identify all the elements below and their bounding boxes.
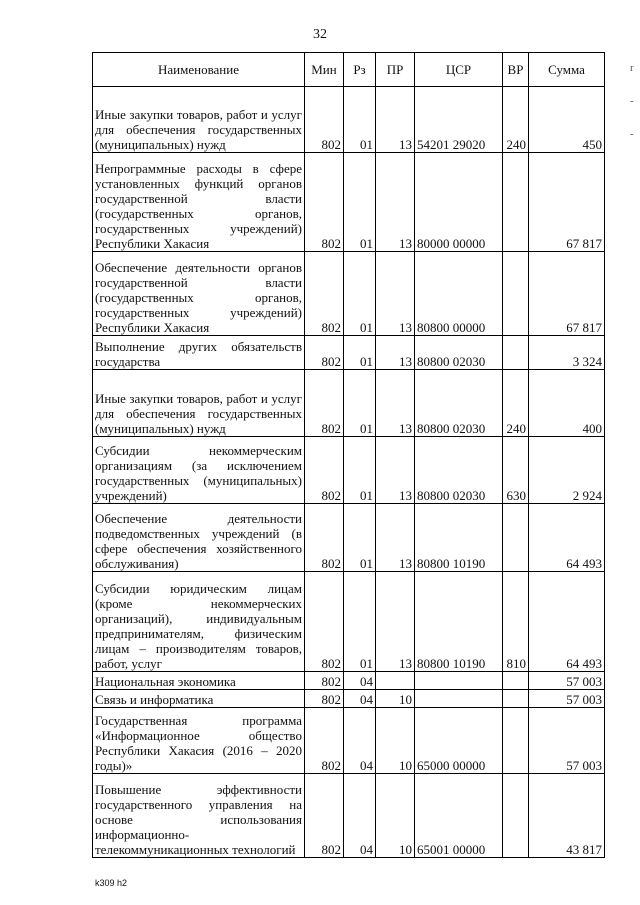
row-sum: 2 924 xyxy=(529,437,605,504)
row-min: 802 xyxy=(305,672,344,690)
row-csr: 80800 10190 xyxy=(415,572,503,672)
row-vr: 240 xyxy=(503,87,529,153)
header-vr: ВР xyxy=(503,53,529,87)
row-sum: 3 324 xyxy=(529,336,605,370)
row-csr: 54201 29020 xyxy=(415,87,503,153)
row-min: 802 xyxy=(305,690,344,708)
row-rz: 04 xyxy=(344,708,376,774)
table-row xyxy=(93,336,605,370)
row-pr: 13 xyxy=(376,572,415,672)
row-csr: 80800 02030 xyxy=(415,336,503,370)
table-row xyxy=(93,437,605,504)
footer-code: k309 h2 xyxy=(95,878,128,888)
table-row xyxy=(93,672,605,690)
row-sum: 57 003 xyxy=(529,672,605,690)
row-rz: 04 xyxy=(344,774,376,858)
row-pr: 10 xyxy=(376,690,415,708)
row-pr: 13 xyxy=(376,370,415,437)
table-row xyxy=(93,708,605,774)
table-row xyxy=(93,370,605,437)
edge-mark: - xyxy=(630,95,634,107)
row-sum: 67 817 xyxy=(529,252,605,336)
row-csr: 65001 00000 xyxy=(415,774,503,858)
row-name: Государственная программа «Информационное общество Республики Хакасия (2016 – 2020 годы)» xyxy=(93,708,305,774)
row-vr: 630 xyxy=(503,437,529,504)
row-min: 802 xyxy=(305,336,344,370)
row-vr xyxy=(503,690,529,708)
row-name: Выполнение других обязательств государства xyxy=(93,336,305,370)
row-rz: 01 xyxy=(344,336,376,370)
row-min: 802 xyxy=(305,252,344,336)
row-pr: 13 xyxy=(376,87,415,153)
header-pr: ПР xyxy=(376,53,415,87)
table-row xyxy=(93,504,605,572)
page-number: 32 xyxy=(313,27,327,42)
row-vr: 810 xyxy=(503,572,529,672)
row-sum: 57 003 xyxy=(529,690,605,708)
row-min: 802 xyxy=(305,774,344,858)
row-csr xyxy=(415,690,503,708)
table-header-row xyxy=(93,53,605,87)
row-pr: 13 xyxy=(376,437,415,504)
row-pr: 10 xyxy=(376,708,415,774)
row-pr: 13 xyxy=(376,504,415,572)
row-name: Национальная экономика xyxy=(93,672,305,690)
row-csr: 80800 02030 xyxy=(415,370,503,437)
row-name: Обеспечение деятельности подведомственных учреждений (в сфере обеспечения хозяйственного обслуживания) xyxy=(93,504,305,572)
row-name: Обеспечение деятельности органов государственной власти (государственных органов, государственных учреждений) Республики Хакасия xyxy=(93,252,305,336)
row-pr xyxy=(376,672,415,690)
row-sum: 43 817 xyxy=(529,774,605,858)
table-row xyxy=(93,252,605,336)
row-vr xyxy=(503,672,529,690)
row-csr: 80800 00000 xyxy=(415,252,503,336)
header-name: Наименование xyxy=(93,53,305,87)
row-name: Связь и информатика xyxy=(93,690,305,708)
row-pr: 13 xyxy=(376,336,415,370)
row-sum: 400 xyxy=(529,370,605,437)
row-vr xyxy=(503,774,529,858)
row-rz: 01 xyxy=(344,370,376,437)
row-name: Повышение эффективности государственного управления на основе использования информационно-телекоммуникационных технологий xyxy=(93,774,305,858)
header-min: Мин xyxy=(305,53,344,87)
row-sum: 57 003 xyxy=(529,708,605,774)
row-min: 802 xyxy=(305,572,344,672)
row-name: Непрограммные расходы в сфере установленных функций органов государственной власти (государственных органов, государственных учреждений) Республики Хакасия xyxy=(93,153,305,252)
row-rz: 01 xyxy=(344,87,376,153)
budget-table xyxy=(92,52,605,858)
row-rz: 01 xyxy=(344,504,376,572)
row-sum: 67 817 xyxy=(529,153,605,252)
table-row xyxy=(93,690,605,708)
row-vr xyxy=(503,252,529,336)
row-rz: 01 xyxy=(344,437,376,504)
row-name: Иные закупки товаров, работ и услуг для обеспечения государственных (муниципальных) нужд xyxy=(93,370,305,437)
row-min: 802 xyxy=(305,504,344,572)
row-min: 802 xyxy=(305,437,344,504)
table-row xyxy=(93,153,605,252)
row-sum: 450 xyxy=(529,87,605,153)
row-csr xyxy=(415,672,503,690)
row-csr: 80800 10190 xyxy=(415,504,503,572)
row-vr xyxy=(503,336,529,370)
row-name: Субсидии некоммерческим организациям (за исключением государственных (муниципальных) учреждений) xyxy=(93,437,305,504)
row-min: 802 xyxy=(305,708,344,774)
row-pr: 13 xyxy=(376,252,415,336)
row-min: 802 xyxy=(305,370,344,437)
row-vr: 240 xyxy=(503,370,529,437)
row-csr: 80000 00000 xyxy=(415,153,503,252)
row-csr: 65000 00000 xyxy=(415,708,503,774)
table-row xyxy=(93,774,605,858)
table-row xyxy=(93,87,605,153)
row-pr: 13 xyxy=(376,153,415,252)
row-rz: 01 xyxy=(344,153,376,252)
row-vr xyxy=(503,153,529,252)
header-sum: Сумма xyxy=(529,53,605,87)
row-sum: 64 493 xyxy=(529,572,605,672)
row-csr: 80800 02030 xyxy=(415,437,503,504)
row-rz: 04 xyxy=(344,672,376,690)
header-csr: ЦСР xyxy=(415,53,503,87)
row-pr: 10 xyxy=(376,774,415,858)
row-min: 802 xyxy=(305,87,344,153)
row-vr xyxy=(503,708,529,774)
row-min: 802 xyxy=(305,153,344,252)
row-vr xyxy=(503,504,529,572)
header-rz: Рз xyxy=(344,53,376,87)
row-rz: 01 xyxy=(344,572,376,672)
row-sum: 64 493 xyxy=(529,504,605,572)
row-name: Иные закупки товаров, работ и услуг для обеспечения государственных (муниципальных) нужд xyxy=(93,87,305,153)
edge-mark: r xyxy=(630,62,634,74)
row-rz: 01 xyxy=(344,252,376,336)
table-row xyxy=(93,572,605,672)
row-rz: 04 xyxy=(344,690,376,708)
edge-mark: - xyxy=(630,128,634,140)
row-name: Субсидии юридическим лицам (кроме некоммерческих организаций), индивидуальным предпринимателям, физическим лицам – производителям товаров, работ, услуг xyxy=(93,572,305,672)
